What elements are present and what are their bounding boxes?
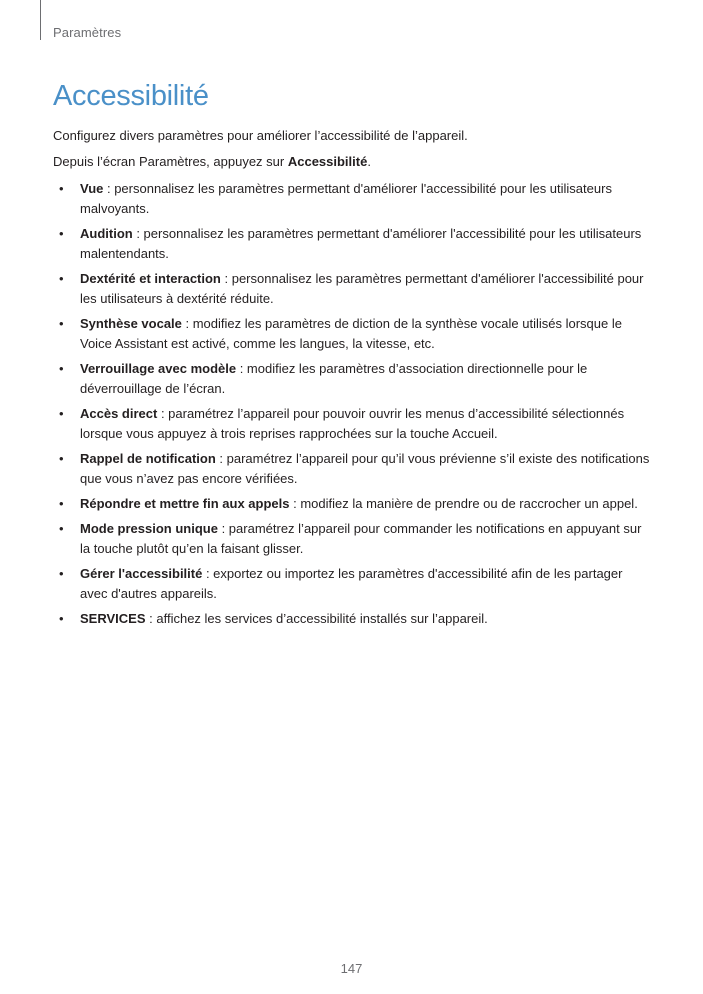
bullet-icon: • — [59, 406, 64, 421]
list-item-term: Mode pression unique — [80, 521, 218, 536]
list-item-description: : personnalisez les paramètres permettant d'améliorer l'accessibilité pour les utilisateurs malvoyants. — [80, 181, 612, 216]
list-item-description: : modifiez les paramètres de diction de la synthèse vocale utilisés lorsque le Voice Assistant est activé, comme les langues, la vitesse, etc. — [80, 316, 622, 351]
intro-instruction — [53, 152, 653, 171]
list-item-description: : affichez les services d’accessibilité installés sur l’appareil. — [145, 611, 488, 626]
bullet-icon: • — [59, 316, 64, 331]
list-item-term: Verrouillage avec modèle — [80, 361, 237, 376]
list-item-term: Dextérité et interaction — [80, 271, 221, 286]
list-item-description: : paramétrez l’appareil pour qu’il vous prévienne s’il existe des notifications que vous n’avez pas encore vérifiées. — [80, 451, 650, 486]
bullet-icon: • — [59, 361, 64, 376]
list-item-synthese-vocale — [53, 314, 653, 354]
bullet-icon: • — [59, 181, 64, 196]
list-item-description: : personnalisez les paramètres permettant d'améliorer l'accessibilité pour les utilisateurs à dextérité réduite. — [80, 271, 644, 306]
list-item-description: : exportez ou importez les paramètres d'accessibilité afin de les partager avec d'autres appareils. — [80, 566, 623, 601]
list-item-services — [53, 609, 653, 629]
list-item-rappel-notification — [53, 449, 653, 489]
list-item-verrouillage — [53, 359, 653, 399]
list-item-term: Répondre et mettre fin aux appels — [80, 496, 290, 511]
intro-instruction-text: Depuis l’écran Paramètres, appuyez sur — [53, 154, 288, 169]
list-item-gerer-accessibilite — [53, 564, 653, 604]
intro-instruction-menu-name: Accessibilité — [287, 154, 368, 169]
settings-list — [53, 179, 653, 634]
list-item-mode-pression — [53, 519, 653, 559]
list-item-audition — [53, 224, 653, 264]
bullet-icon: • — [59, 566, 64, 581]
intro-instruction-end: . — [367, 154, 371, 169]
header-margin-rule — [40, 0, 41, 40]
bullet-icon: • — [59, 226, 64, 241]
list-item-vue — [53, 179, 653, 219]
list-item-description: : modifiez la manière de prendre ou de raccrocher un appel. — [289, 496, 638, 511]
list-item-repondre-appels — [53, 494, 653, 514]
section-title: Accessibilité — [53, 80, 209, 112]
list-item-term: Audition — [80, 226, 133, 241]
bullet-icon: • — [59, 271, 64, 286]
list-item-term: SERVICES — [80, 611, 146, 626]
bullet-icon: • — [59, 451, 64, 466]
list-item-description: : modifiez les paramètres d’association directionnelle pour le déverrouillage de l’écran. — [80, 361, 588, 396]
list-item-acces-direct — [53, 404, 653, 444]
list-item-dexterite — [53, 269, 653, 309]
list-item-description: : paramétrez l’appareil pour commander les notifications en appuyant sur la touche plutôt qu’en la faisant glisser. — [80, 521, 642, 556]
bullet-icon: • — [59, 496, 64, 511]
list-item-term: Synthèse vocale — [80, 316, 182, 331]
list-item-term: Accès direct — [80, 406, 158, 421]
list-item-term: Gérer l'accessibilité — [80, 566, 203, 581]
intro-paragraph: Configurez divers paramètres pour améliorer l’accessibilité de l’appareil. — [53, 128, 468, 143]
list-item-term: Vue — [80, 181, 104, 196]
running-header: Paramètres — [53, 25, 122, 40]
bullet-icon: • — [59, 611, 64, 626]
page-number: 147 — [340, 961, 363, 976]
list-item-description: : personnalisez les paramètres permettant d'améliorer l'accessibilité pour les utilisateurs malentendants. — [80, 226, 642, 261]
list-item-description: : paramétrez l’appareil pour pouvoir ouvrir les menus d’accessibilité sélectionnés lorsque vous appuyez à trois reprises rapprochées sur la touche Accueil. — [80, 406, 625, 441]
bullet-icon: • — [59, 521, 64, 536]
list-item-term: Rappel de notification — [80, 451, 216, 466]
